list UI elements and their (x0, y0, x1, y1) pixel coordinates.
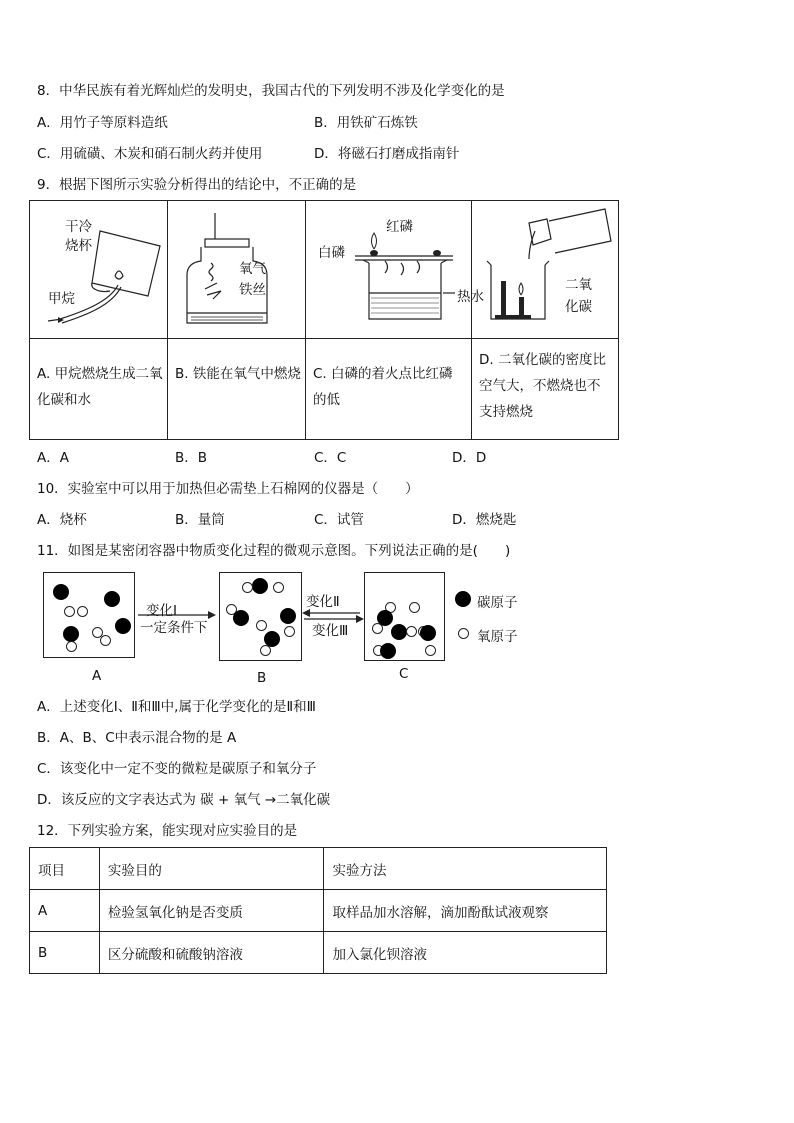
molecule-box-c (364, 572, 445, 661)
fig3-label-red-phosphorus: 红磷 (386, 219, 413, 235)
table-row (30, 932, 607, 974)
q9-option-a: A．A (37, 450, 69, 466)
q9-cell-a: A. 甲烷燃烧生成二氧化碳和水 (37, 366, 163, 408)
q10-option-c: C．试管 (314, 512, 364, 528)
q9-option-b: B．B (175, 450, 208, 466)
q9-cell-c: C. 白磷的着火点比红磷的低 (313, 366, 453, 408)
q10-stem: 10．实验室中可以用于加热但必需垫上石棉网的仪器是（ ） (37, 481, 419, 497)
row-b-item: B (30, 932, 100, 974)
label-change3: 变化Ⅲ (312, 623, 349, 639)
q11-option-a: A．上述变化Ⅰ、Ⅱ和Ⅲ中,属于化学变化的是Ⅱ和Ⅲ (37, 699, 316, 715)
row-b-method: 加入氯化钡溶液 (324, 932, 607, 974)
box-b-label: B (257, 670, 267, 686)
table-row (30, 890, 607, 932)
fig4-label-co2-line1: 二氧 (565, 277, 592, 293)
q8-option-a: A．用竹子等原料造纸 (37, 115, 168, 131)
co2-candles-diagram (471, 201, 619, 338)
q9-stem: 9．根据下图所示实验分析得出的结论中，不正确的是 (37, 177, 357, 193)
q9-cell-b: B. 铁能在氧气中燃烧 (175, 366, 301, 382)
q11-option-d: D．该反应的文字表达式为 碳 + 氧气 →二氧化碳 (37, 792, 331, 808)
q10-option-b: B．量筒 (175, 512, 225, 528)
label-condition: 一定条件下 (140, 620, 208, 636)
fig3-label-white-phosphorus: 白磷 (318, 245, 345, 261)
q11-option-c: C．该变化中一定不变的微粒是碳原子和氧分子 (37, 761, 317, 777)
table-header-row (30, 848, 607, 890)
q8-option-c: C．用硫磺、木炭和硝石制火药并使用 (37, 146, 263, 162)
legend-carbon-label: 碳原子 (477, 595, 518, 611)
q8-option-b: B．用铁矿石炼铁 (314, 115, 418, 131)
fig1-label-beaker: 烧杯 (65, 238, 92, 254)
q11-option-b: B．A、B、C中表示混合物的是 A (37, 730, 237, 746)
legend-carbon-icon (455, 591, 471, 607)
legend-oxygen-icon (458, 628, 469, 639)
box-c-label: C (399, 666, 409, 682)
label-change1: 变化Ⅰ (146, 603, 177, 619)
header-item: 项目 (30, 848, 100, 890)
q10-option-a: A．烧杯 (37, 512, 87, 528)
row-a-method: 取样品加水溶解，滴加酚酞试液观察 (324, 890, 607, 932)
q9-figure-table (29, 200, 619, 440)
label-change2: 变化Ⅱ (306, 594, 340, 610)
fig1-label-cold: 干冷 (65, 219, 92, 235)
molecule-box-a (43, 572, 135, 658)
header-purpose: 实验目的 (99, 848, 324, 890)
q9-option-c: C．C (314, 450, 347, 466)
fig4-label-co2-line2: 化碳 (565, 299, 592, 315)
q12-stem: 12．下列实验方案，能实现对应实验目的是 (37, 823, 298, 839)
row-a-purpose: 检验氢氧化钠是否变质 (99, 890, 324, 932)
box-a-label: A (92, 668, 102, 684)
row-b-purpose: 区分硫酸和硫酸钠溶液 (99, 932, 324, 974)
q8-option-d: D．将磁石打磨成指南针 (314, 146, 460, 162)
fig1-label-methane: 甲烷 (48, 291, 75, 307)
legend-oxygen-label: 氧原子 (477, 629, 518, 645)
molecule-box-b (219, 572, 302, 661)
header-method: 实验方法 (324, 848, 607, 890)
methane-burning-diagram (30, 201, 167, 338)
fig3-label-hot-water: 热水 (457, 289, 484, 305)
fig2-label-iron-wire: 铁丝 (239, 282, 266, 298)
q9-option-d: D．D (452, 450, 487, 466)
row-a-item: A (30, 890, 100, 932)
fig2-label-oxygen: 氧气 (239, 261, 266, 277)
q12-table (29, 847, 607, 974)
iron-oxygen-diagram (167, 201, 305, 338)
q11-stem: 11．如图是某密闭容器中物质变化过程的微观示意图。下列说法正确的是( ) (37, 543, 511, 559)
q10-option-d: D．燃烧匙 (452, 512, 517, 528)
q9-cell-d: D. 二氧化碳的密度比空气大，不燃烧也不支持燃烧 (479, 352, 606, 420)
q8-stem: 8．中华民族有着光辉灿烂的发明史，我国古代的下列发明不涉及化学变化的是 (37, 83, 505, 99)
